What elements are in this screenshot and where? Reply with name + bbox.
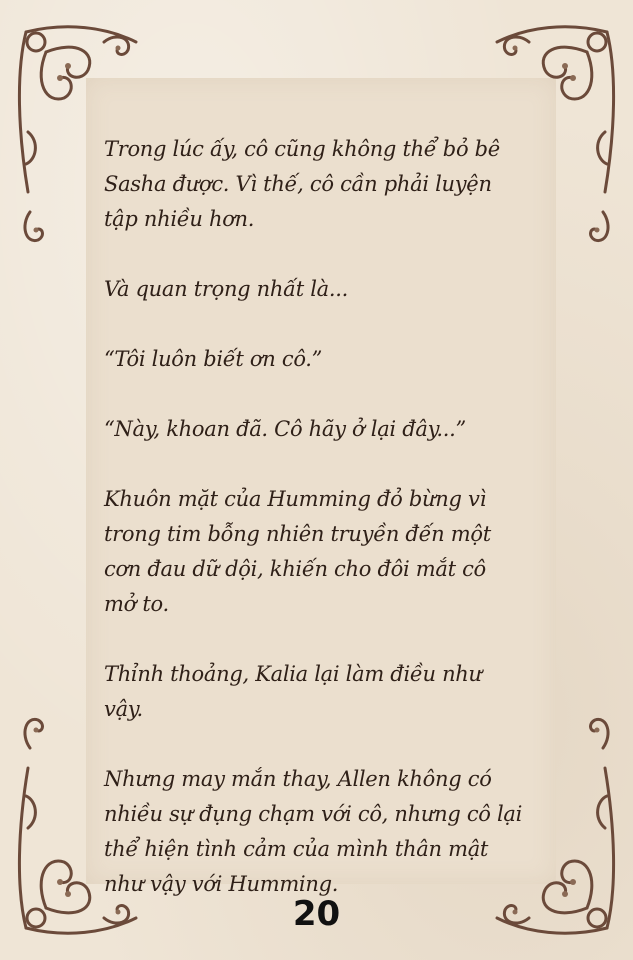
- story-text: [104, 132, 524, 902]
- page-number: 20: [292, 894, 341, 934]
- paragraph-2: Và quan trọng nhất là...: [104, 277, 348, 301]
- paragraph-3: “Tôi luôn biết ơn cô.”: [104, 347, 323, 371]
- paragraph-1: Trong lúc ấy, cô cũng không thể bỏ bê Sasha được. Vì thế, cô cần phải luyện tập nhiều hơn.: [104, 137, 500, 231]
- paragraph-7: Nhưng may mắn thay, Allen không có nhiều sự đụng chạm với cô, nhưng cô lại thể hiện tình cảm của mình thân mật như vậy với Humming.: [104, 767, 523, 896]
- paragraph-4: “Này, khoan đã. Cô hãy ở lại đây...”: [104, 417, 466, 441]
- paragraph-6: Thỉnh thoảng, Kalia lại làm điều như vậy.: [104, 662, 482, 721]
- paragraph-5: Khuôn mặt của Humming đỏ bừng vì trong tim bỗng nhiên truyền đến một cơn đau dữ dội, khiến cho đôi mắt cô mở to.: [104, 487, 491, 616]
